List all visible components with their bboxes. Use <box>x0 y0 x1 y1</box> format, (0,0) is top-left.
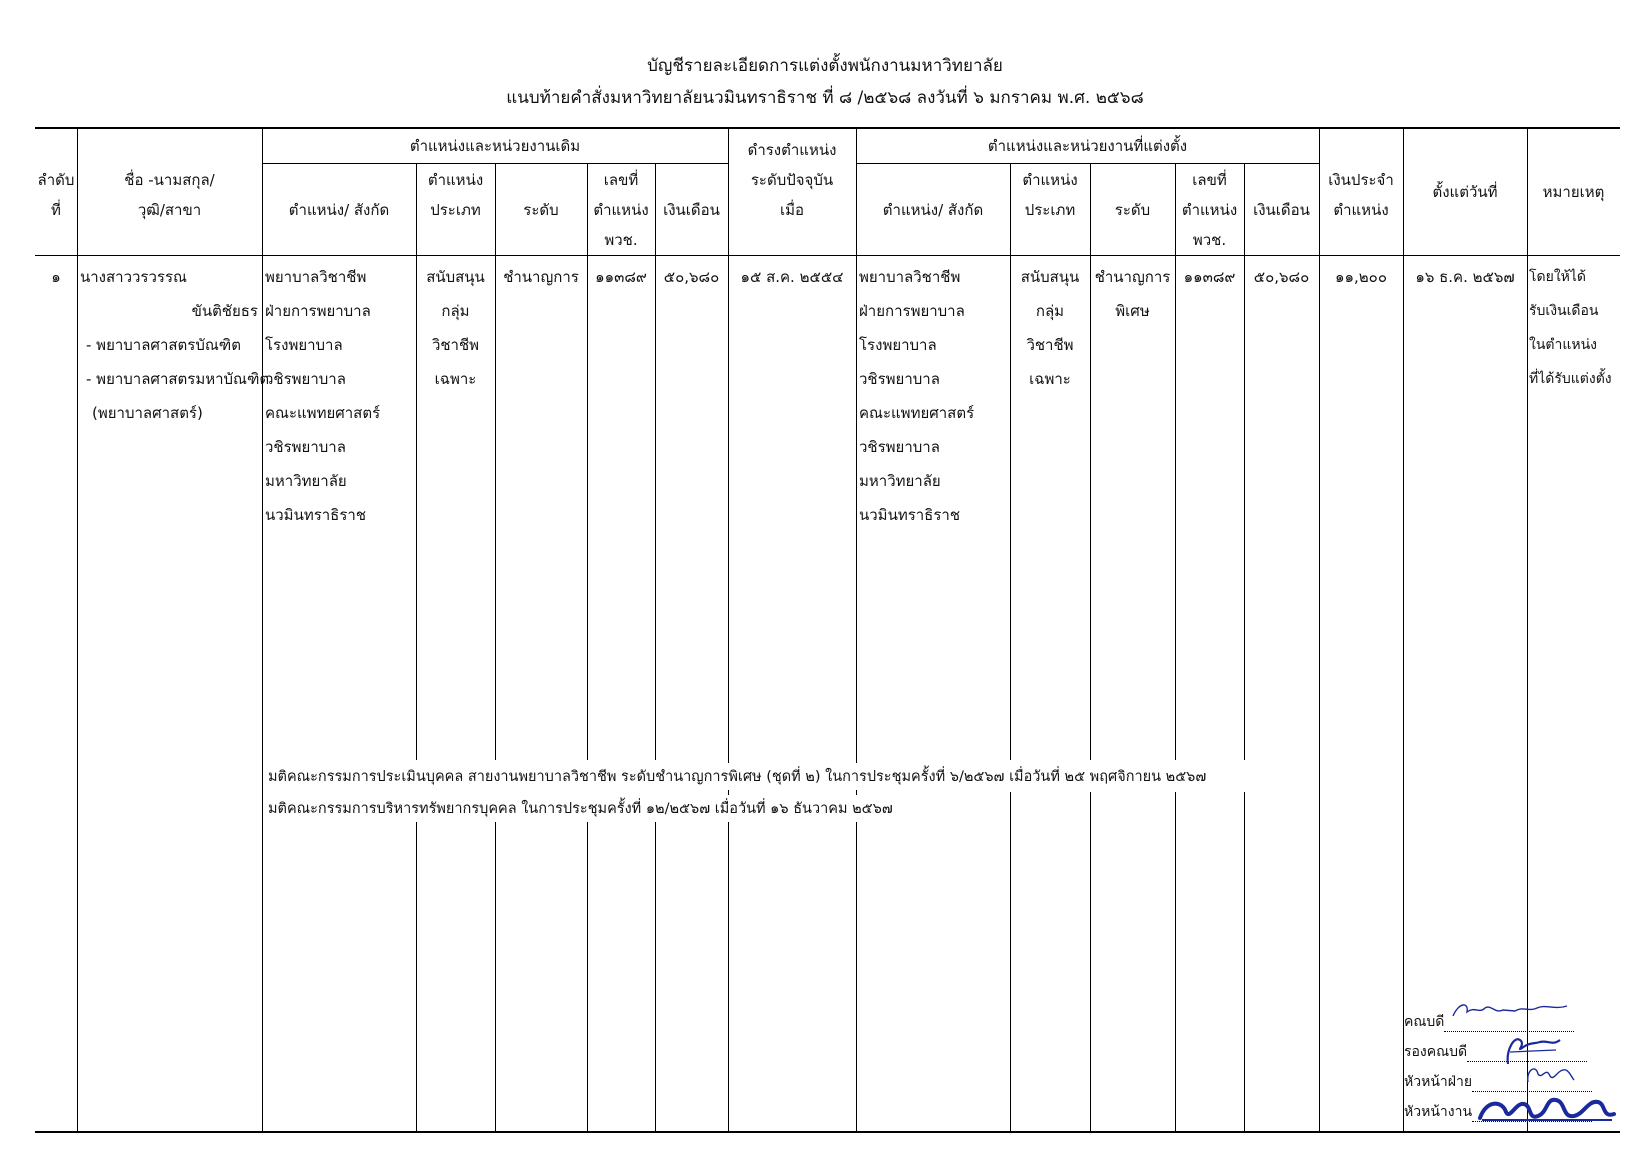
subcol-line <box>495 163 496 760</box>
row-remark: โดยให้ได้ รับเงินเดือน ในตำแหน่ง ที่ได้รับแต่งตั้ง <box>1529 269 1612 387</box>
subcol-line <box>1010 792 1011 1132</box>
row-seq: ๑ <box>51 268 61 286</box>
header-seq: ลำดับ ที่ <box>37 171 75 219</box>
header-new-posno: เลขที่ ตำแหน่ง พวช. <box>1181 171 1238 249</box>
header-group-old: ตำแหน่งและหน่วยงานเดิม <box>409 137 581 155</box>
header-since: ตั้งแต่วันที่ <box>1432 183 1498 201</box>
header-new-type: ตำแหน่ง ประเภท <box>1022 171 1078 219</box>
row-new-salary: ๕๐,๖๘๐ <box>1253 268 1310 286</box>
group-new-divider <box>856 163 1319 164</box>
header-old-type: ตำแหน่ง ประเภท <box>427 171 484 219</box>
row-allowance: ๑๑,๒๐๐ <box>1334 268 1387 286</box>
header-old-salary: เงินเดือน <box>663 201 720 219</box>
header-bottom-border <box>35 255 1620 256</box>
header-new-level: ระดับ <box>1114 201 1151 219</box>
header-new-position: ตำแหน่ง/ สังกัด <box>882 201 984 219</box>
row-new-type: สนับสนุน กลุ่ม วิชาชีพ เฉพาะ <box>1020 268 1080 388</box>
document-subtitle: แนบท้ายคำสั่งมหาวิทยาลัยนวมินทราธิราช ที่ ๘ /๒๕๖๘ ลงวันที่ ๖ มกราคม พ.ศ. ๒๕๖๘ <box>506 88 1144 108</box>
header-held: ดำรงตำแหน่ง ระดับปัจจุบัน เมื่อ <box>747 141 837 219</box>
signature-dean: คณบดี <box>1404 1012 1644 1032</box>
subcol-line <box>416 163 417 760</box>
signature-deputy-dean: รองคณบดี <box>1404 1042 1644 1062</box>
col-line <box>77 127 78 1132</box>
header-remark: หมายเหตุ <box>1542 183 1605 201</box>
row-old-type: สนับสนุน กลุ่ม วิชาชีพ เฉพาะ <box>426 268 485 388</box>
note-line-2: มติคณะกรรมการบริหารทรัพยากรบุคคล ในการประชุมครั้งที่ ๑๒/๒๕๖๗ เมื่อวันที่ ๑๖ ธันวาคม ๒๕๖๗ <box>265 795 896 822</box>
header-group-new: ตำแหน่งและหน่วยงานที่แต่งตั้ง <box>987 137 1188 155</box>
subcol-line <box>655 822 656 1132</box>
note-line-1: มติคณะกรรมการประเมินบุคคล สายงานพยาบาลวิชาชีพ ระดับชำนาญการพิเศษ (ชุดที่ ๒) ในการประชุมครั้งที่ ๖/๒๕๖๗ เมื่อวันที่ ๒๕ พฤศจิกายน ๒๕๖๗ <box>265 763 1209 790</box>
subcol-line <box>655 163 656 760</box>
subcol-line <box>495 822 496 1132</box>
handwritten-signature-icon <box>1476 1092 1618 1126</box>
header-old-posno: เลขที่ ตำแหน่ง พวช. <box>593 171 649 249</box>
row-old-level: ชำนาญการ <box>503 268 579 286</box>
header-name: ชื่อ -นามสกุล/ วุฒิ/สาขา <box>124 171 215 219</box>
subcol-line <box>1090 163 1091 760</box>
signature-unit-head: หัวหน้างาน <box>1404 1102 1644 1122</box>
header-allowance: เงินประจำ ตำแหน่ง <box>1328 171 1394 219</box>
subcol-line <box>1010 163 1011 760</box>
row-new-posno: ๑๑๓๘๙ <box>1183 268 1236 286</box>
col-line <box>262 127 263 1132</box>
row-new-level: ชำนาญการ พิเศษ <box>1094 268 1171 320</box>
row-since: ๑๖ ธ.ค. ๒๕๖๗ <box>1415 268 1515 286</box>
document-title: บัญชีรายละเอียดการแต่งตั้งพนักงานมหาวิทยาลัย <box>647 56 1003 76</box>
row-old-posno: ๑๑๓๘๙ <box>595 268 647 286</box>
header-old-position: ตำแหน่ง/ สังกัด <box>288 201 390 219</box>
subcol-line <box>416 822 417 1132</box>
header-old-level: ระดับ <box>523 201 559 219</box>
subcol-line <box>587 822 588 1132</box>
table-bottom-border <box>35 1131 1620 1133</box>
subcol-line <box>1175 792 1176 1132</box>
col-line <box>1527 127 1528 1132</box>
row-old-position: พยาบาลวิชาชีพ ฝ่ายการพยาบาล โรงพยาบาล วชิรพยาบาล คณะแพทยศาสตร์ วชิรพยาบาล มหาวิทยาลัย นวมินทราธิราช <box>265 268 381 524</box>
row-old-salary: ๕๐,๖๘๐ <box>663 268 720 286</box>
subcol-line <box>1244 792 1245 1132</box>
handwritten-signature-icon <box>1520 1058 1580 1088</box>
table-top-border <box>35 127 1620 129</box>
subcol-line <box>1090 792 1091 1132</box>
signature-division-head: หัวหน้าฝ่าย <box>1404 1072 1644 1092</box>
header-new-salary: เงินเดือน <box>1253 201 1310 219</box>
row-name: นางสาววรวรรณ ขันติชัยธร - พยาบาลศาสตรบัณฑิต - พยาบาลศาสตรมหาบัณฑิต (พยาบาลศาสตร์) <box>80 268 270 422</box>
handwritten-signature-icon <box>1445 996 1575 1022</box>
row-new-position: พยาบาลวิชาชีพ ฝ่ายการพยาบาล โรงพยาบาล วชิรพยาบาล คณะแพทยศาสตร์ วชิรพยาบาล มหาวิทยาลัย นวมินทราธิราช <box>859 268 975 524</box>
subcol-line <box>1244 163 1245 760</box>
row-held-since: ๑๕ ส.ค. ๒๕๕๔ <box>740 268 844 286</box>
col-line <box>856 127 857 1132</box>
